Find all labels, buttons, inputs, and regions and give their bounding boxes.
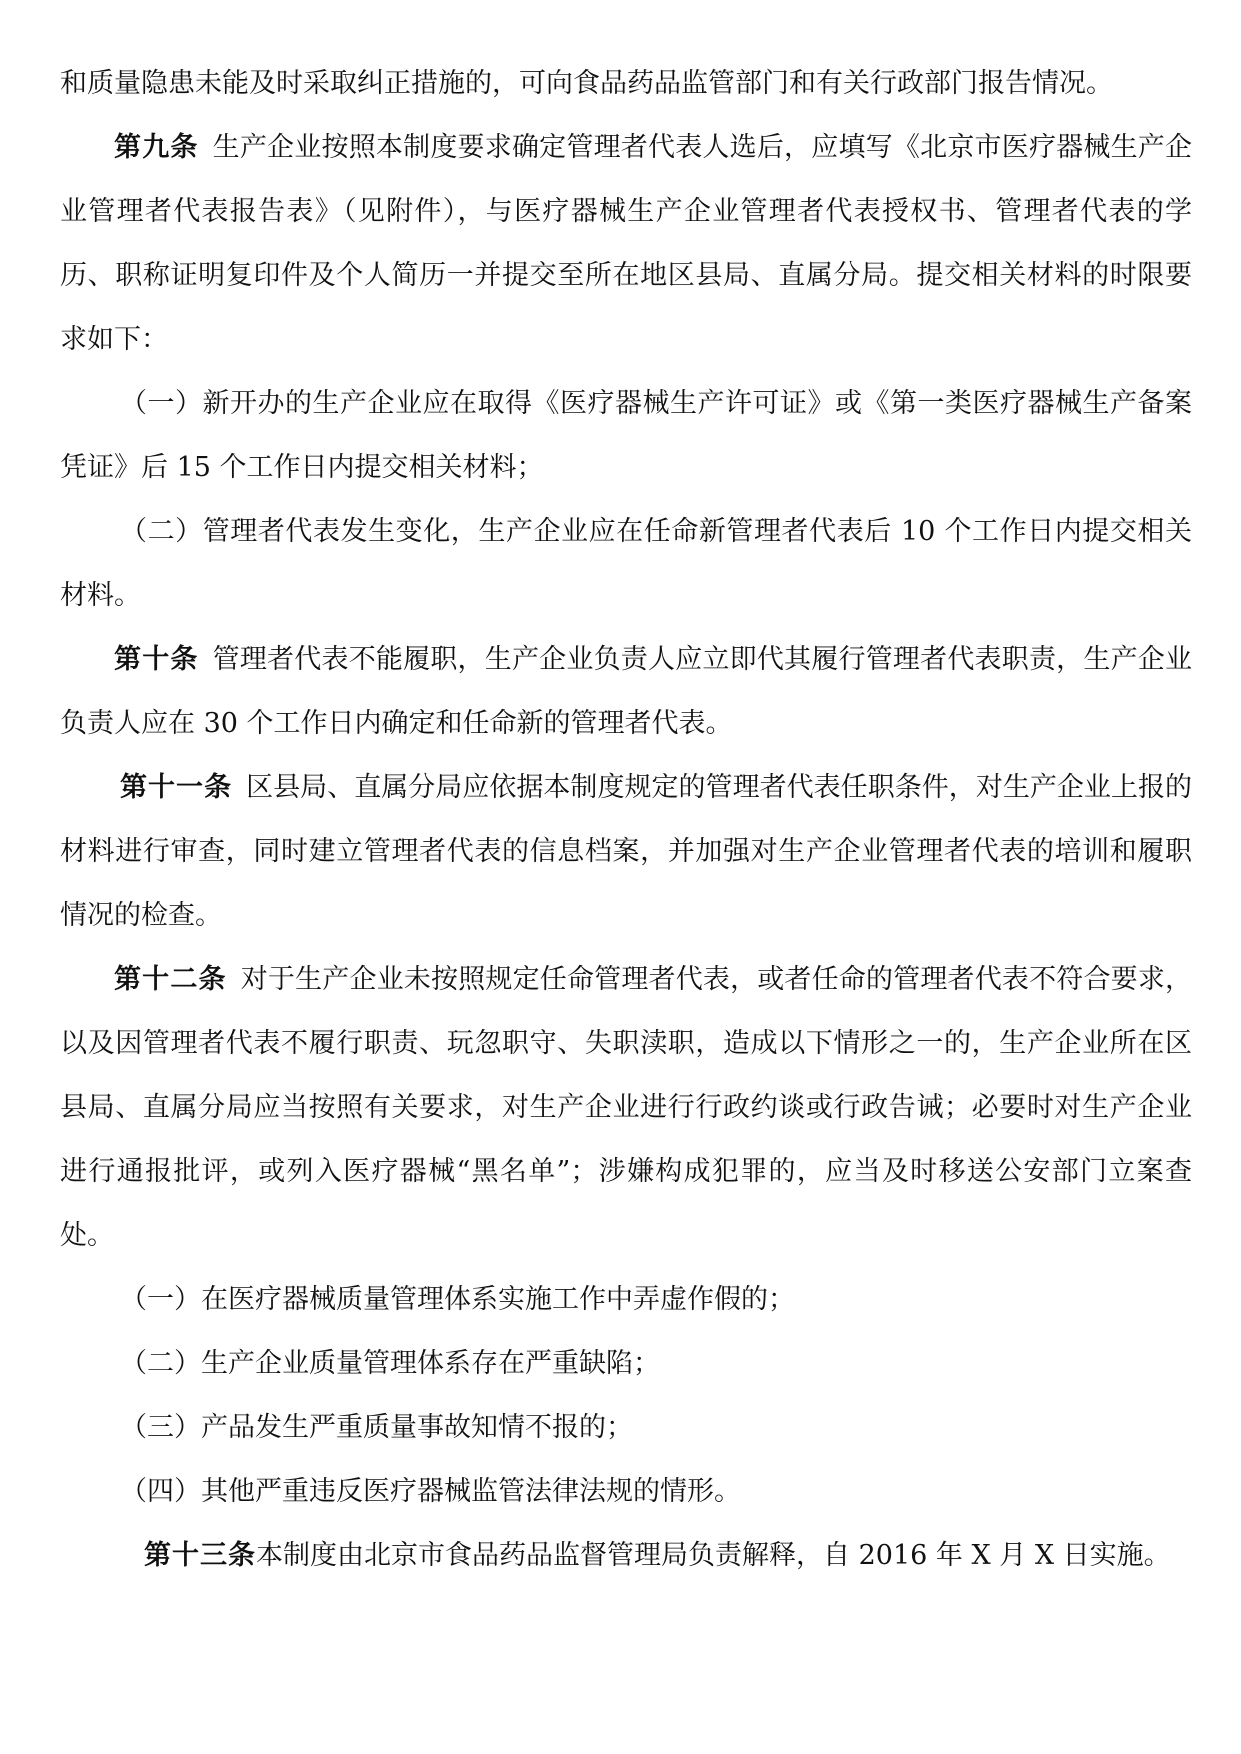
list-item-c xyxy=(60,1396,1192,1460)
paragraph-continuation xyxy=(60,52,1192,116)
article-text: 本制度由北京市食品药品监督管理局负责解释，自 2016 年 X 月 X 日实施。 xyxy=(256,1540,1171,1571)
list-item-1 xyxy=(60,372,1192,500)
article-label: 第十三条 xyxy=(144,1540,256,1571)
list-item-d xyxy=(60,1460,1192,1524)
list-item-text: （一）新开办的生产企业应在取得《医疗器械生产许可证》或《第一类医疗器械生产备案凭证》后 15 个工作日内提交相关材料； xyxy=(60,388,1192,483)
list-item-2 xyxy=(60,500,1192,628)
article-label: 第十一条 xyxy=(120,772,233,803)
list-item-text: （一）在医疗器械质量管理体系实施工作中弄虚作假的； xyxy=(120,1284,795,1315)
document-page xyxy=(60,52,1192,1588)
list-item-text: （四）其他严重违反医疗器械监管法律法规的情形。 xyxy=(120,1476,741,1507)
article-text: 管理者代表不能履职，生产企业负责人应立即代其履行管理者代表职责，生产企业负责人应在 30 个工作日内确定和任命新的管理者代表。 xyxy=(60,644,1193,739)
article-12 xyxy=(60,948,1192,1268)
article-label: 第十条 xyxy=(114,644,199,675)
article-text: 区县局、直属分局应依据本制度规定的管理者代表任职条件，对生产企业上报的材料进行审查，同时建立管理者代表的信息档案，并加强对生产企业管理者代表的培训和履职情况的检查。 xyxy=(60,772,1193,931)
list-item-b xyxy=(60,1332,1192,1396)
list-item-text: （三）产品发生严重质量事故知情不报的； xyxy=(120,1412,633,1443)
paragraph-text: 和质量隐患未能及时采取纠正措施的，可向食品药品监管部门和有关行政部门报告情况。 xyxy=(60,68,1113,99)
list-item-text: （二）管理者代表发生变化，生产企业应在任命新管理者代表后 10 个工作日内提交相关材料。 xyxy=(60,516,1192,611)
article-10 xyxy=(60,628,1192,756)
article-label: 第九条 xyxy=(114,132,199,163)
article-11 xyxy=(60,756,1192,948)
article-13 xyxy=(60,1524,1192,1588)
article-9 xyxy=(60,116,1192,372)
list-item-text: （二）生产企业质量管理体系存在严重缺陷； xyxy=(120,1348,660,1379)
article-text: 对于生产企业未按照规定任命管理者代表，或者任命的管理者代表不符合要求，以及因管理者代表不履行职责、玩忽职守、失职渎职，造成以下情形之一的，生产企业所在区县局、直属分局应当按照有关要求，对生产企业进行行政约谈或行政告诫；必要时对生产企业进行通报批评，或列入医疗器械“黑名单”；涉嫌构成犯罪的，应当及时移送公安部门立案查处。 xyxy=(60,964,1193,1251)
list-item-a xyxy=(60,1268,1192,1332)
article-text: 生产企业按照本制度要求确定管理者代表人选后，应填写《北京市医疗器械生产企业管理者代表报告表》（见附件），与医疗器械生产企业管理者代表授权书、管理者代表的学历、职称证明复印件及个人简历一并提交至所在地区县局、直属分局。提交相关材料的时限要求如下： xyxy=(60,132,1193,355)
article-label: 第十二条 xyxy=(114,964,227,995)
